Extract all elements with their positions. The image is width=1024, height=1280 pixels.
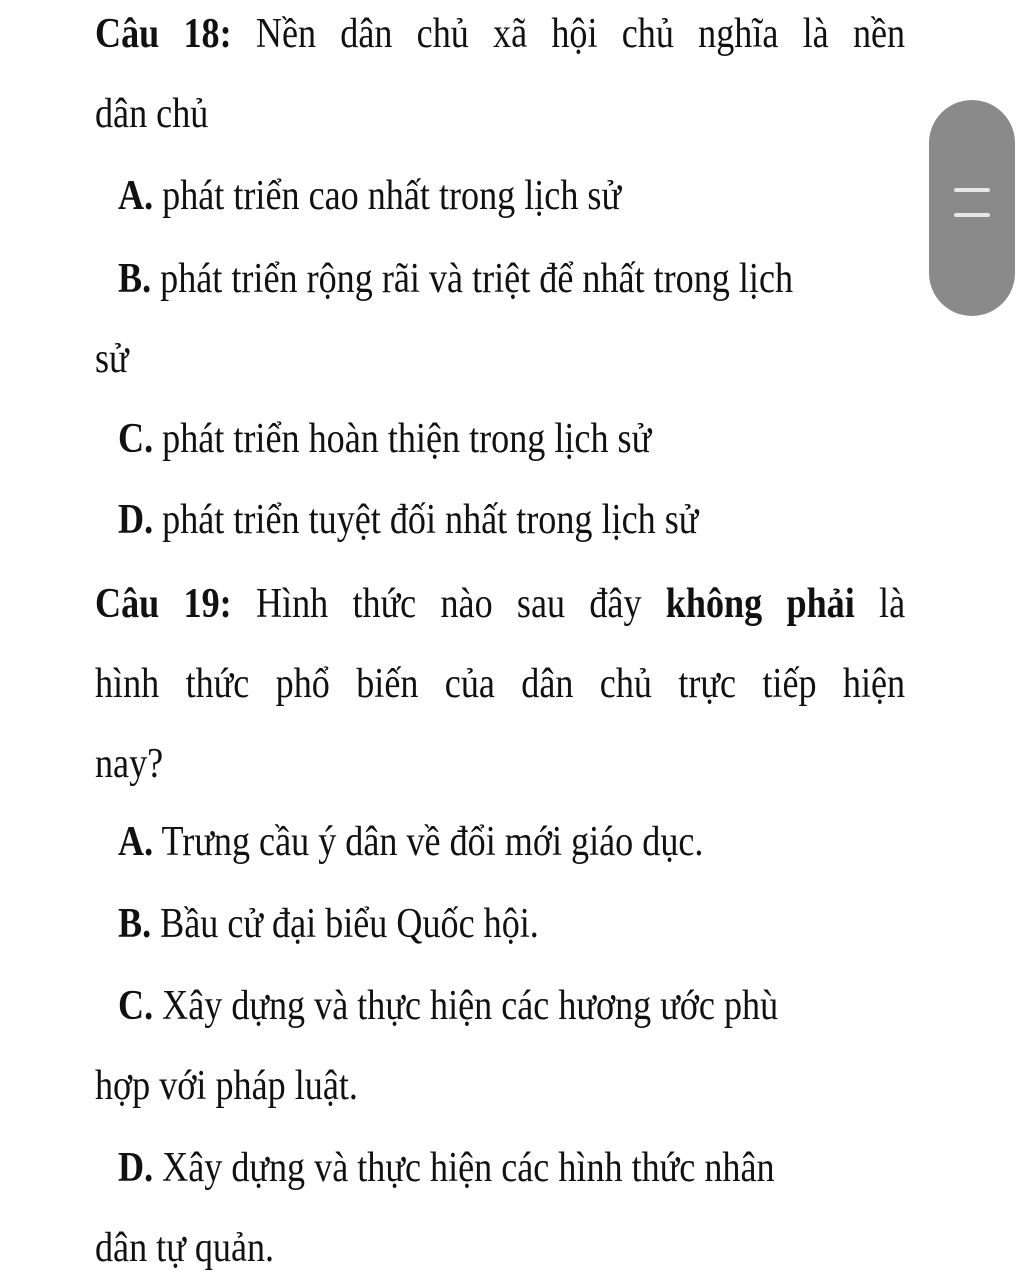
q19-emphasis: không phải [665, 581, 855, 627]
q18-label: Câu 18: [95, 11, 232, 57]
q19-label: Câu 19: [95, 581, 232, 627]
grip-line-top [954, 188, 990, 192]
q18-option-b-continuation: sử [95, 336, 129, 382]
q19-option-d: D. Xây dựng và thực hiện các hình thức nhân [118, 1145, 775, 1191]
q19-option-b: B. Bầu cử đại biểu Quốc hội. [118, 901, 539, 947]
scrollbar-thumb[interactable] [929, 100, 1015, 316]
q19-option-c-continuation: hợp với pháp luật. [95, 1063, 358, 1109]
q18-stem-line1 [95, 10, 905, 58]
q18-option-b: B. phát triển rộng rãi và triệt để nhất trong lịch [118, 256, 794, 302]
q19-stem-line1: Câu 19: Hình thức nào sau đây không phải là [95, 581, 906, 627]
q18-stem-line2: dân chủ [95, 91, 209, 137]
q18-option-d: D. phát triển tuyệt đối nhất trong lịch sử [118, 497, 699, 543]
grip-line-bottom [954, 213, 990, 217]
q18-option-a: A. phát triển cao nhất trong lịch sử [118, 173, 622, 219]
q19-option-c: C. Xây dựng và thực hiện các hương ước phù [118, 983, 779, 1029]
q19-option-d-continuation: dân tự quản. [95, 1225, 275, 1271]
q19-option-a: A. Trưng cầu ý dân về đổi mới giáo dục. [118, 819, 704, 865]
q19-stem-line3: nay? [95, 741, 164, 787]
q18-stem-text: Nền dân chủ xã hội chủ nghĩa là nền [231, 11, 906, 57]
q18-option-c: C. phát triển hoàn thiện trong lịch sử [118, 416, 652, 462]
q19-stem-line2: hình thức phổ biến của dân chủ trực tiếp hiện [95, 661, 906, 707]
